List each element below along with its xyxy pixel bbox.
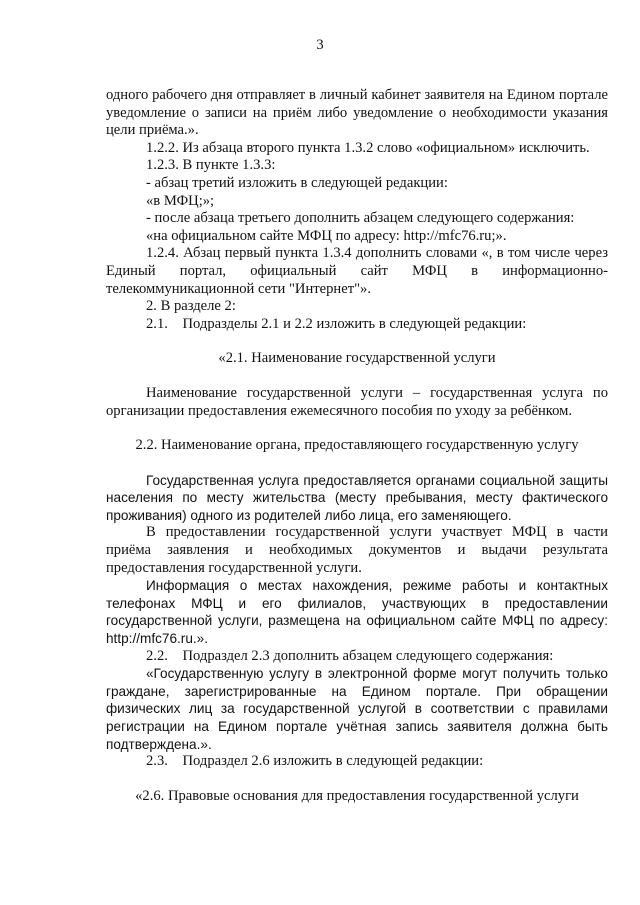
paragraph: - абзац третий изложить в следующей редакции: (146, 174, 448, 191)
document-body (106, 87, 608, 822)
section-heading: 2.2. Наименование органа, предоставляющего государственную услугу (135, 437, 579, 454)
paragraph: одного рабочего дня отправляет в личный кабинет заявителя на Едином портале уведомление о записи на приём либо уведомление о необходимости указания цели приёма.». (106, 87, 608, 139)
paragraph: 1.2.4. Абзац первый пункта 1.3.4 дополнить словами «, в том числе через Единый портал, официальный сайт МФЦ в информационно-телекоммуникационной сети "Интернет"». (106, 245, 608, 297)
paragraph: - после абзаца третьего дополнить абзацем следующего содержания: (146, 210, 575, 227)
paragraph: В предоставлении государственной услуги участвует МФЦ в части приёма заявления и необходимых документов и выдачи результата предоставления государственной услуги. (106, 524, 608, 576)
paragraph: Наименование государственной услуги – государственная услуга по организации предоставления ежемесячного пособия по уходу за ребёнком. (106, 384, 608, 419)
section-heading: «2.1. Наименование государственной услуги (218, 350, 496, 367)
paragraph: Государственная услуга предоставляется органами социальной защиты населения по месту жительства (месту пребывания, месту фактического проживания) одного из родителей либо лица, его заменяющего. (106, 472, 608, 523)
paragraph: 2.3. Подраздел 2.6 изложить в следующей редакции: (146, 753, 484, 770)
paragraph: 1.2.3. В пункте 1.3.3: (146, 157, 276, 174)
paragraph: «на официальном сайте МФЦ по адресу: http://mfc76.ru;». (146, 227, 507, 244)
section-heading: «2.6. Правовые основания для предоставления государственной услуги (135, 787, 579, 804)
paragraph: «Государственную услугу в электронной форме могут получить только граждане, зарегистрированные на Едином портале. При обращении физических лиц за государственной услугой в соответствии с правилами регистрации на Едином портале учётная запись заявителя должна быть подтверждена.». (106, 666, 608, 752)
paragraph: «в МФЦ;»; (146, 192, 215, 209)
paragraph: Информация о местах нахождения, режиме работы и контактных телефонах МФЦ и его филиалов, участвующих в предоставлении государственной услуги, размещена на официальном сайте МФЦ по адресу: http://mfc76.ru.». (106, 578, 608, 647)
page-number: 3 (316, 37, 324, 53)
paragraph: 1.2.2. Из абзаца второго пункта 1.3.2 слово «официальном» исключить. (146, 139, 590, 156)
paragraph: 2.1. Подразделы 2.1 и 2.2 изложить в следующей редакции: (146, 315, 527, 332)
paragraph: 2.2. Подраздел 2.3 дополнить абзацем следующего содержания: (146, 647, 554, 664)
paragraph: 2. В разделе 2: (146, 298, 236, 315)
